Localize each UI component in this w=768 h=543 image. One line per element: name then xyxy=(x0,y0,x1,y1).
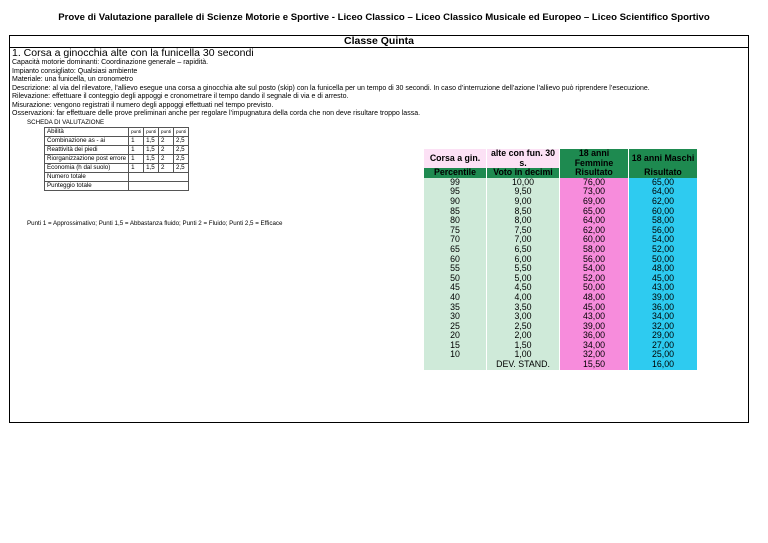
female-result-cell: 56,00 xyxy=(560,255,629,265)
percentile-cell: 40 xyxy=(424,293,487,303)
male-result-cell: 34,00 xyxy=(629,312,698,322)
column-header: Voto in decimi xyxy=(487,168,560,178)
male-result-cell: 29,00 xyxy=(629,331,698,341)
male-result-cell: 56,00 xyxy=(629,226,698,236)
percentile-cell: 30 xyxy=(424,312,487,322)
grade-cell: 5,50 xyxy=(487,264,560,274)
points-cell: 2,5 xyxy=(174,146,189,155)
female-result-cell: 36,00 xyxy=(560,331,629,341)
ability-cell: Combinazione as - ai xyxy=(45,137,129,146)
header-cell: punti xyxy=(144,128,159,137)
female-result-cell: 76,00 xyxy=(560,178,629,188)
male-result-cell: 54,00 xyxy=(629,235,698,245)
percentile-table xyxy=(424,149,698,370)
table-title-cell: 18 anni Femmine xyxy=(560,149,629,168)
female-result-cell: 52,00 xyxy=(560,274,629,284)
test-description xyxy=(12,48,747,119)
column-header: Risultato xyxy=(560,168,629,178)
points-cell: 1,5 xyxy=(144,164,159,173)
evaluation-row xyxy=(45,155,189,164)
materiale-text: Materiale: una funicella, un cronometro xyxy=(12,76,134,83)
std-dev-row xyxy=(424,360,698,370)
sheet-title: SCHEDA DI VALUTAZIONE xyxy=(27,119,105,126)
total-number-row xyxy=(45,173,189,182)
grade-cell: 2,50 xyxy=(487,322,560,332)
evaluation-row xyxy=(45,164,189,173)
male-result-cell: 36,00 xyxy=(629,303,698,313)
percentile-cell: 65 xyxy=(424,245,487,255)
male-result-cell: 52,00 xyxy=(629,245,698,255)
male-result-cell: 25,00 xyxy=(629,350,698,360)
points-cell: 1,5 xyxy=(144,146,159,155)
capacita-text: Capacità motorie dominanti: Coordinazione generale – rapidità. xyxy=(12,59,209,66)
points-cell: 1,5 xyxy=(144,137,159,146)
female-result-cell: 64,00 xyxy=(560,216,629,226)
female-result-cell: 73,00 xyxy=(560,187,629,197)
grade-cell: 4,00 xyxy=(487,293,560,303)
grade-cell: 5,00 xyxy=(487,274,560,284)
grade-cell: 7,00 xyxy=(487,235,560,245)
female-result-cell: 34,00 xyxy=(560,341,629,351)
ability-cell: Economia (h dal suolo) xyxy=(45,164,129,173)
points-cell: 2 xyxy=(159,155,174,164)
grade-cell: 4,50 xyxy=(487,283,560,293)
male-result-cell: 64,00 xyxy=(629,187,698,197)
male-result-cell: 60,00 xyxy=(629,207,698,217)
percentile-cell: 20 xyxy=(424,331,487,341)
grade-cell: 9,50 xyxy=(487,187,560,197)
evaluation-row xyxy=(45,137,189,146)
percentile-cell: 99 xyxy=(424,178,487,188)
evaluation-header-row xyxy=(45,128,189,137)
total-number-label: Numero totale xyxy=(45,173,129,182)
points-cell: 2 xyxy=(159,137,174,146)
table-title-row xyxy=(424,149,698,168)
points-cell: 1 xyxy=(129,164,144,173)
header-cell: punti xyxy=(174,128,189,137)
male-result-cell: 32,00 xyxy=(629,322,698,332)
points-cell: 1 xyxy=(129,137,144,146)
percentile-cell: 80 xyxy=(424,216,487,226)
percentile-cell: 70 xyxy=(424,235,487,245)
std-dev-female: 15,50 xyxy=(560,360,629,370)
evaluation-table xyxy=(44,127,189,191)
column-header: Risultato xyxy=(629,168,698,178)
male-result-cell: 62,00 xyxy=(629,197,698,207)
rilevazione-text: Rilevazione: effettuare il conteggio degli appoggi e cronometrare il tempo dando il segnale di via e di arresto. xyxy=(12,93,349,100)
total-score-label: Punteggio totale xyxy=(45,182,129,191)
column-header: Percentile xyxy=(424,168,487,178)
female-result-cell: 32,00 xyxy=(560,350,629,360)
female-result-cell: 62,00 xyxy=(560,226,629,236)
percentile-cell: 55 xyxy=(424,264,487,274)
points-cell: 2 xyxy=(159,164,174,173)
grade-cell: 10,00 xyxy=(487,178,560,188)
std-dev-cell xyxy=(424,360,487,370)
female-result-cell: 50,00 xyxy=(560,283,629,293)
percentile-cell: 45 xyxy=(424,283,487,293)
std-dev-label: DEV. STAND. xyxy=(487,360,560,370)
table-title-cell: alte con fun. 30 s. xyxy=(487,149,560,168)
male-result-cell: 58,00 xyxy=(629,216,698,226)
grade-cell: 8,50 xyxy=(487,207,560,217)
header-cell: Abilità xyxy=(45,128,129,137)
grade-cell: 1,50 xyxy=(487,341,560,351)
evaluation-row xyxy=(45,146,189,155)
table-title-cell: 18 anni Maschi xyxy=(629,149,698,168)
std-dev-male: 16,00 xyxy=(629,360,698,370)
percentile-cell: 90 xyxy=(424,197,487,207)
female-result-cell: 48,00 xyxy=(560,293,629,303)
impianto-text: Impianto consigliato: Qualsiasi ambiente xyxy=(12,67,138,75)
grade-cell: 3,50 xyxy=(487,303,560,313)
male-result-cell: 27,00 xyxy=(629,341,698,351)
percentile-cell: 35 xyxy=(424,303,487,313)
document-header: Prove di Valutazione parallele di Scienze Motorie e Sportive - Liceo Classico – Liceo Classico Musicale ed Europeo – Liceo Scientifico Sportivo xyxy=(58,12,710,23)
points-cell: 2,5 xyxy=(174,164,189,173)
grade-cell: 1,00 xyxy=(487,350,560,360)
percentile-cell: 75 xyxy=(424,226,487,236)
female-result-cell: 43,00 xyxy=(560,312,629,322)
points-cell: 2,5 xyxy=(174,155,189,164)
points-cell: 2,5 xyxy=(174,137,189,146)
grade-cell: 3,00 xyxy=(487,312,560,322)
total-score-value xyxy=(129,182,189,191)
female-result-cell: 39,00 xyxy=(560,322,629,332)
male-result-cell: 65,00 xyxy=(629,178,698,188)
misurazione-text: Misurazione: vengono registrati il numero degli appoggi effettuati nel tempo previsto. xyxy=(12,101,274,109)
percentile-body xyxy=(424,178,698,360)
points-cell: 2 xyxy=(159,146,174,155)
male-result-cell: 43,00 xyxy=(629,283,698,293)
grade-cell: 6,50 xyxy=(487,245,560,255)
percentile-cell: 50 xyxy=(424,274,487,284)
points-cell: 1,5 xyxy=(144,155,159,164)
points-cell: 1 xyxy=(129,146,144,155)
grade-cell: 7,50 xyxy=(487,226,560,236)
descrizione-text: Descrizione: al via del rilevatore, l’allievo esegue una corsa a ginocchia alte sul posto (skip) con la funicella per un tempo di 30 secondi. In caso d’interruzione dell’azione l’allievo può riprendere l’esecuzione. xyxy=(12,84,650,92)
ability-cell: Reattività dei piedi xyxy=(45,146,129,155)
osservazioni-text: Osservazioni: far effettuare delle prove preliminari anche per regolare l’impugnatura della corda che non deve risultare troppo lassa. xyxy=(12,110,421,117)
grade-cell: 6,00 xyxy=(487,255,560,265)
female-result-cell: 58,00 xyxy=(560,245,629,255)
male-result-cell: 50,00 xyxy=(629,255,698,265)
male-result-cell: 45,00 xyxy=(629,274,698,284)
percentile-cell: 15 xyxy=(424,341,487,351)
scoring-legend: Punti 1 = Approssimativo; Punti 1,5 = Abbastanza fluido; Punti 2 = Fluido; Punti 2,5 = Efficace xyxy=(27,220,283,227)
male-result-cell: 39,00 xyxy=(629,293,698,303)
percentile-cell: 25 xyxy=(424,322,487,332)
female-result-cell: 45,00 xyxy=(560,303,629,313)
class-title: Classe Quinta xyxy=(10,36,748,48)
male-result-cell: 48,00 xyxy=(629,264,698,274)
grade-cell: 2,00 xyxy=(487,331,560,341)
test-title: 1. Corsa a ginocchia alte con la funicella 30 secondi xyxy=(12,47,254,59)
total-score-row xyxy=(45,182,189,191)
points-cell: 1 xyxy=(129,155,144,164)
female-result-cell: 60,00 xyxy=(560,235,629,245)
percentile-cell: 60 xyxy=(424,255,487,265)
female-result-cell: 65,00 xyxy=(560,207,629,217)
grade-cell: 9,00 xyxy=(487,197,560,207)
total-number-value xyxy=(129,173,189,182)
female-result-cell: 54,00 xyxy=(560,264,629,274)
percentile-cell: 95 xyxy=(424,187,487,197)
female-result-cell: 69,00 xyxy=(560,197,629,207)
grade-cell: 8,00 xyxy=(487,216,560,226)
percentile-cell: 85 xyxy=(424,207,487,217)
percentile-cell: 10 xyxy=(424,350,487,360)
table-title-cell: Corsa a gin. xyxy=(424,149,487,168)
header-cell: punti xyxy=(159,128,174,137)
ability-cell: Riorganizzazione post errore xyxy=(45,155,129,164)
header-cell: punti xyxy=(129,128,144,137)
